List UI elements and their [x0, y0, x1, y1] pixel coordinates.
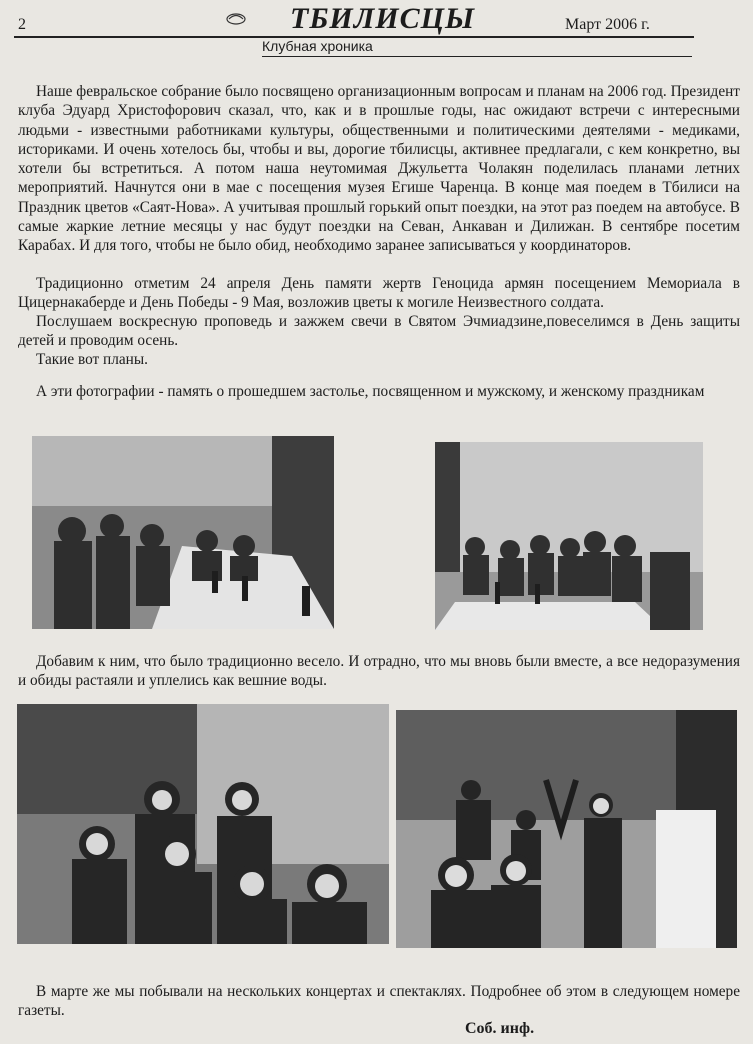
photo-dancing-celebration: [396, 710, 737, 948]
paragraph-photos-intro: А эти фотографии - память о прошедшем застолье, посвященном и мужскому, и женскому праздникам: [36, 383, 705, 400]
paragraph-plans: Наше февральское собрание было посвящено организационным вопросам и планам на 2006 год. Президент клуба Эдуард Христофорович сказал, что, как и в прошлые годы, нас ожидают встречи с интересными людьми - известными работниками культуры, общественными и политическими деятелями - медиками, историками. И очень хотелось бы, чтобы и вы, дорогие тбилисцы, активнее предлагали, с кем конкретно, вы хотели бы встретиться. А потом наша неутомимая Джульетта Чолакян поделилась планами летних мероприятий. Начнутся они в мае с посещения музея Егише Чаренца. В конце мая поедем в Тбилиси на Праздник цветов «Саят-Нова». А учитывая прошлый горький опыт поездки, на этот раз поедем на автобусе. В самые жаркие летние месяцы у нас будут поездки на Севан, Анкаван и Дилижан. В сентябре посетим Карабах. И для того, чтобы не было обид, необходимо заранее записываться у координаторов.: [18, 83, 740, 255]
page-number: 2: [18, 16, 26, 33]
section-title: Клубная хроника: [262, 38, 373, 54]
paragraph-echmiadzin: Послушаем воскресную проповедь и зажжем свечи в Святом Эчмиадзине,повеселимся в День защиты детей и проводим осень.: [18, 313, 740, 350]
paragraph-genocide-memorial: Традиционно отметим 24 апреля День памяти жертв Геноцида армян посещением Мемориала в Цицернакаберде и День Победы - 9 Мая, возложив цветы к могиле Неизвестного солдата.: [18, 275, 740, 312]
issue-date: Март 2006 г.: [565, 16, 650, 33]
paragraph-plans-summary: Такие вот планы.: [36, 351, 148, 368]
photo-banquet-table-1: [32, 436, 334, 629]
photo-group-portrait: [17, 704, 389, 944]
photo-banquet-table-2: [435, 442, 703, 630]
paragraph-merry: Добавим к ним, что было традиционно весело. И отрадно, что мы вновь были вместе, а все недоразумения и обиды растаяли и уплелись как вешние воды.: [18, 653, 740, 690]
paragraph-concerts: В марте же мы побывали на нескольких концертах и спектаклях. Подробнее об этом в следующем номере газеты.: [18, 983, 740, 1020]
newspaper-logo: ТБИЛИСЦЫ: [290, 2, 476, 35]
logo-emblem-icon: [225, 10, 247, 26]
section-rule: [262, 56, 692, 57]
article-signature: Соб. инф.: [465, 1020, 535, 1037]
